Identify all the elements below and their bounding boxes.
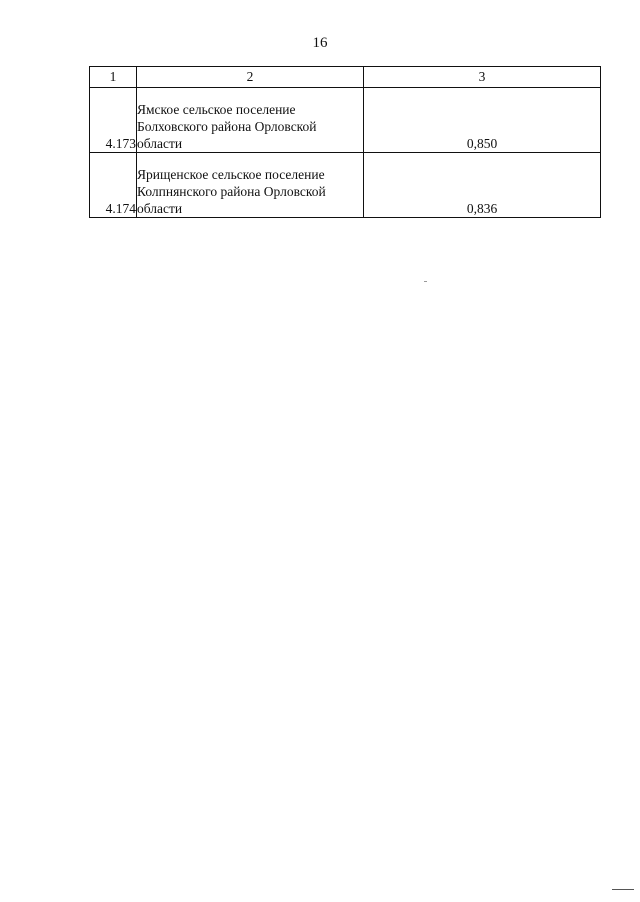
settlement-name: Ямское сельское поселение Болховского района Орловской области <box>137 88 364 153</box>
settlement-name: Ярищенское сельское поселение Колпнянского района Орловской области <box>137 153 364 218</box>
row-number: 4.174 <box>90 153 137 218</box>
column-header-1: 1 <box>90 67 137 88</box>
table-body <box>90 88 601 218</box>
table-row <box>90 88 601 153</box>
data-table <box>89 66 601 218</box>
column-header-3: 3 <box>364 67 601 88</box>
table-header-row <box>90 67 601 88</box>
scan-edge-mark <box>612 889 634 890</box>
table-header <box>90 67 601 88</box>
table-row <box>90 153 601 218</box>
column-header-2: 2 <box>137 67 364 88</box>
page-number: 16 <box>312 35 328 51</box>
coefficient-value: 0,850 <box>364 88 601 153</box>
scan-speck <box>424 281 427 282</box>
row-number: 4.173 <box>90 88 137 153</box>
coefficient-value: 0,836 <box>364 153 601 218</box>
